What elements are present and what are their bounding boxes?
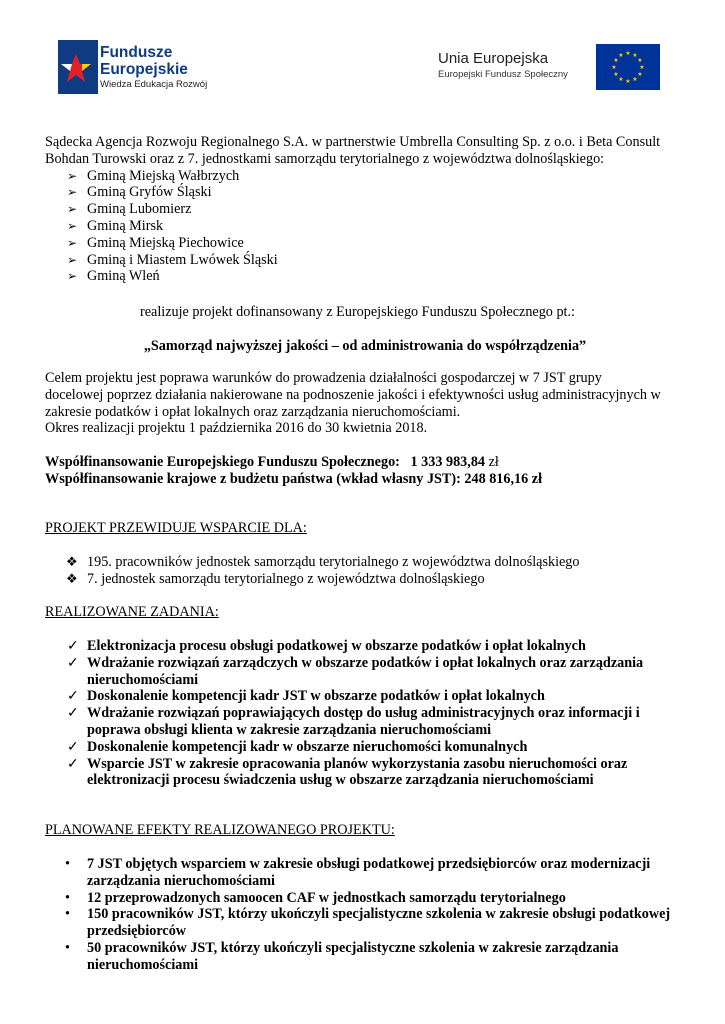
list-item: ❖ 7. jednostek samorządu terytorialnego z województwa dolnośląskiego [66, 570, 485, 587]
list-item: ✓ Wdrażanie rozwiązań zarządczych w obszarze podatków i opłat lokalnych oraz zarządzania nieruchomościami [67, 654, 644, 688]
svg-text:★: ★ [618, 76, 624, 83]
list-item: ❖ 195. pracowników jednostek samorządu terytorialnego z województwa dolnośląskiego [66, 554, 580, 570]
svg-text:★: ★ [611, 64, 617, 71]
arrow-bullet-icon: ➢ [67, 235, 78, 250]
list-item: ✓ Elektronizacja procesu obsługi podatkowej w obszarze podatków i opłat lokalnych [67, 638, 586, 654]
eu-flag-icon [596, 44, 660, 90]
list-item: ✓ Wdrażanie rozwiązań poprawiających dostęp do usług administracyjnych oraz informacji i poprawa obsługi klienta w zakresie zarządzania nieruchomościami [67, 705, 640, 738]
fe-star-icon [58, 40, 98, 94]
fundusze-europejskie-logo [58, 38, 238, 100]
funding-eu-unit: zł [485, 454, 499, 470]
unia-europejska-logo [438, 44, 663, 94]
fe-logo-line3: Wiedza Edukacja Rozwój [100, 79, 208, 90]
list-item: ➢ Gminą Gryfów Śląski [67, 184, 212, 201]
checkmark-icon: ✓ [67, 738, 79, 755]
checkmark-icon: ✓ [67, 688, 79, 705]
project-realizes: realizuje projekt dofinansowany z Europejskiego Funduszu Społecznego pt.: [140, 304, 575, 320]
list-item: ✓ Wsparcie JST w zakresie opracowania planów wykorzystania zasobu nieruchomości oraz elektronizacji procesu świadczenia usług w obszarze zarządzania nieruchomościami [67, 755, 628, 789]
checkmark-icon: ✓ [67, 638, 79, 654]
funding-eu: Współfinansowanie Europejskiego Funduszu Społecznego: 1 333 983,84 [45, 454, 486, 470]
list-item: ➢ Gminą Lubomierz [67, 201, 192, 218]
support-section [45, 554, 685, 588]
list-item: • 12 przeprowadzonych samoocen CAF w jednostkach samorządu terytorialnego [65, 889, 566, 906]
list-item: • 50 pracowników JST, którzy ukończyli specjalistyczne szkolenia w zakresie zarządzania nieruchomościami [65, 939, 619, 973]
diamond-bullet-icon: ❖ [66, 570, 78, 586]
effects-heading: PLANOWANE EFEKTY REALIZOWANEGO PROJEKTU: [45, 822, 395, 838]
list-item: ➢ Gminą Mirsk [67, 217, 164, 234]
goal-line: Celem projektu jest poprawa warunków do prowadzenia działalności gospodarczej w 7 JST grupy [45, 370, 602, 386]
support-heading: PROJEKT PRZEWIDUJE WSPARCIE DLA: [45, 520, 307, 536]
checkmark-icon: ✓ [67, 705, 79, 722]
goal-line: zakresie podatków i opłat lokalnych oraz zarządzania nieruchomościami. [45, 403, 461, 420]
bullet-icon: • [65, 856, 70, 872]
project-goal [45, 370, 685, 437]
fe-logo-line2: Europejskie [100, 61, 188, 78]
svg-text:★: ★ [639, 64, 645, 71]
intro-section [45, 134, 685, 285]
checkmark-icon: ✓ [67, 654, 79, 671]
svg-text:★: ★ [632, 52, 638, 59]
list-item: ➢ Gminą Wleń [67, 268, 160, 285]
svg-text:★: ★ [625, 50, 631, 57]
svg-text:★: ★ [625, 78, 631, 85]
checkmark-icon: ✓ [67, 755, 79, 772]
svg-text:★: ★ [632, 76, 638, 83]
support-list [45, 554, 685, 588]
intro-line-2: Bohdan Turowski oraz z 7. jednostkami samorządu terytorialnego z województwa dolnośląskiego: [45, 150, 605, 167]
fe-logo-line1: Fundusze [100, 44, 173, 61]
list-item: ✓ Doskonalenie kompetencji kadr w obszarze nieruchomości komunalnych [67, 738, 528, 755]
ue-logo-subtitle: Europejski Fundusz Społeczny [438, 69, 568, 80]
svg-text:★: ★ [637, 57, 643, 64]
effects-section [45, 856, 677, 974]
bullet-icon: • [65, 939, 70, 956]
svg-text:★: ★ [613, 71, 619, 78]
list-item: ➢ Gminą Miejską Wałbrzych [67, 167, 240, 184]
funding-section [45, 454, 685, 488]
arrow-bullet-icon: ➢ [67, 202, 78, 217]
svg-text:★: ★ [618, 52, 624, 59]
tasks-list [45, 638, 677, 789]
municipality-list [45, 168, 685, 286]
arrow-bullet-icon: ➢ [67, 185, 78, 200]
list-item: ✓ Doskonalenie kompetencji kadr JST w obszarze podatków i opłat lokalnych [67, 688, 545, 705]
project-title: „Samorząd najwyższej jakości – od administrowania do współrządzenia” [143, 338, 587, 354]
goal-line: docelowej poprzez działania nakierowane na podnoszenie jakości i efektywności usług administracyjnych w [45, 386, 661, 403]
svg-text:★: ★ [637, 71, 643, 78]
svg-text:★: ★ [613, 57, 619, 64]
diamond-bullet-icon: ❖ [66, 554, 78, 569]
tasks-heading: REALIZOWANE ZADANIA: [45, 604, 219, 620]
effects-list [45, 856, 677, 974]
funding-national: Współfinansowanie krajowe z budżetu państwa (wkład własny JST): 248 816,16 zł [45, 470, 543, 487]
arrow-bullet-icon: ➢ [67, 269, 78, 284]
ue-logo-title: Unia Europejska [438, 50, 549, 67]
goal-line: Okres realizacji projektu 1 października 2016 do 30 kwietnia 2018. [45, 420, 428, 437]
list-item: • 150 pracowników JST, którzy ukończyli specjalistyczne szkolenia w zakresie obsługi podatkowej przedsiębiorców [65, 906, 671, 940]
list-item: ➢ Gminą i Miastem Lwówek Śląski [67, 251, 278, 268]
tasks-section [45, 638, 677, 789]
arrow-bullet-icon: ➢ [67, 218, 78, 233]
bullet-icon: • [65, 889, 70, 906]
list-item: • 7 JST objętych wsparciem w zakresie obsługi podatkowej przedsiębiorców oraz modernizacji zarządzania nieruchomościami [65, 856, 651, 889]
bullet-icon: • [65, 906, 70, 923]
arrow-bullet-icon: ➢ [67, 252, 78, 267]
list-item: ➢ Gminą Miejską Piechowice [67, 234, 244, 251]
arrow-bullet-icon: ➢ [67, 168, 78, 183]
intro-line-1: Sądecka Agencja Rozwoju Regionalnego S.A. w partnerstwie Umbrella Consulting Sp. z o.o. i Beta Consult [45, 134, 661, 150]
